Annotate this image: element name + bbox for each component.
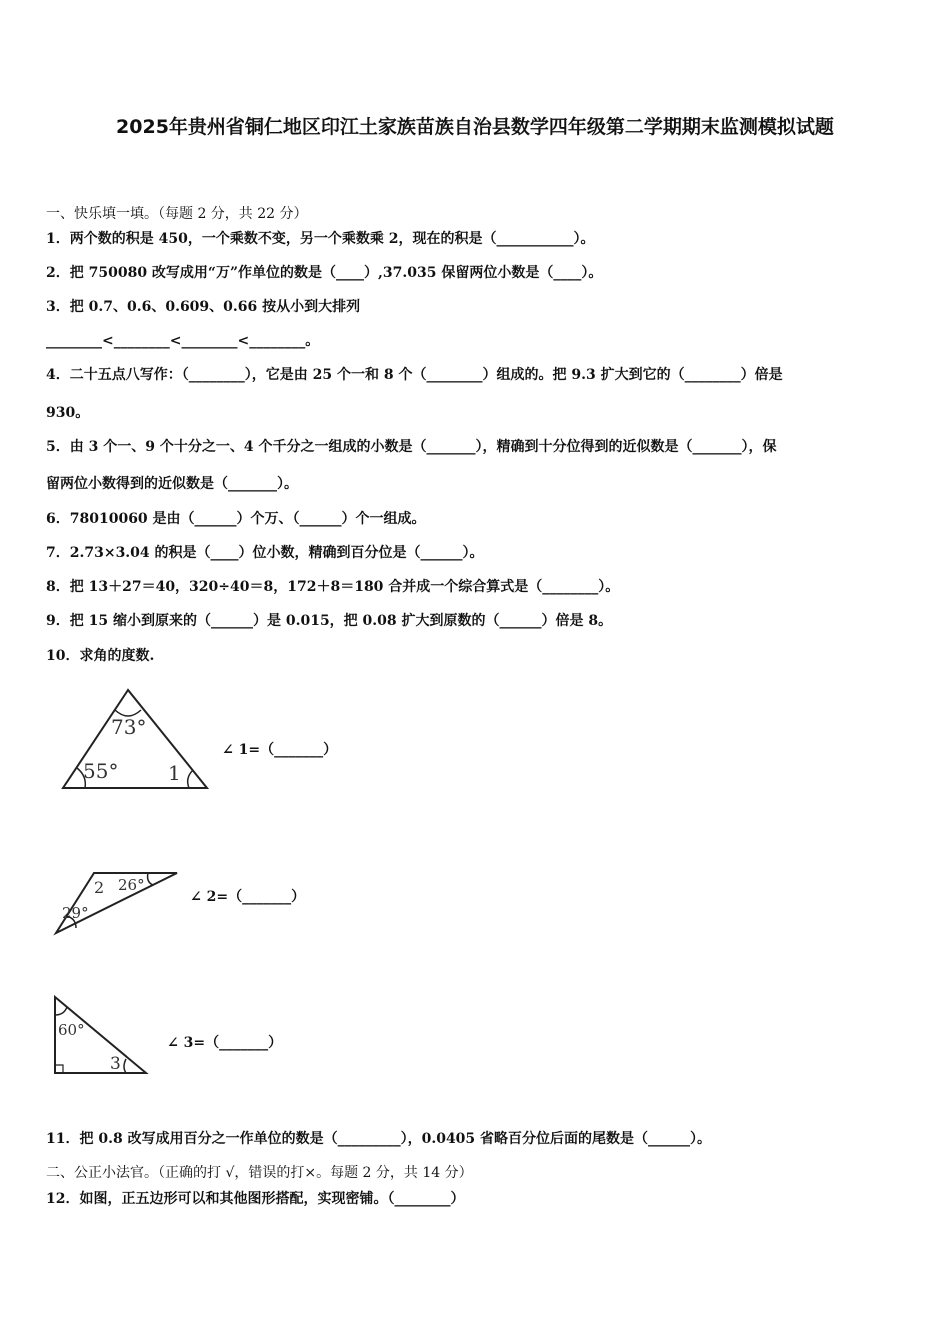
page-title: 2025年贵州省铜仁地区印江土家族苗族自治县数学四年级第二学期期末监测模拟试题 [116, 116, 834, 138]
question-4-continued: 930。 [46, 405, 90, 421]
question-1: 1．两个数的积是 450，一个乘数不变，另一个乘数乘 2，现在的积是（___________）。 [46, 231, 595, 247]
question-2: 2．把 750080 改写成用“万”作单位的数是（____）,37.035 保留两位小数是（____）。 [46, 265, 603, 281]
triangle-figure-3 [50, 993, 154, 1077]
angle-label-55: 55° [83, 759, 119, 783]
angle-label-26: 26° [118, 876, 145, 894]
angle-label-2: 2 [94, 878, 105, 897]
question-5-continued: 留两位小数得到的近似数是（_______）。 [46, 476, 298, 492]
angle-label-73: 73° [111, 715, 147, 739]
angle-label-1: 1 [168, 761, 181, 785]
angle-label-60: 60° [58, 1021, 85, 1039]
section-heading-1: 一、快乐填一填。（每题 2 分，共 22 分） [46, 206, 308, 222]
question-8: 8．把 13＋27＝40，320÷40＝8，172＋8＝180 合并成一个综合算式是（________）。 [46, 579, 620, 595]
angle-label-29: 29° [62, 904, 89, 922]
answer-angle-2: ∠ 2=（_______） [190, 889, 306, 905]
section-heading-2: 二、公正小法官。（正确的打 √，错误的打×。每题 2 分，共 14 分） [46, 1165, 473, 1181]
question-6: 6．78010060 是由（______）个万、（______）个一组成。 [46, 511, 426, 527]
question-10: 10．求角的度数. [46, 648, 155, 664]
question-4: 4．二十五点八写作：（________），它是由 25 个一和 8 个（________）组成的。把 9.3 扩大到它的（________）倍是 [46, 367, 783, 383]
triangle-figure-2 [52, 866, 180, 940]
answer-angle-3: ∠ 3=（_______） [167, 1035, 283, 1051]
question-12: 12．如图，正五边形可以和其他图形搭配，实现密铺。（________） [46, 1191, 465, 1207]
answer-angle-1: ∠ 1=（_______） [222, 742, 338, 758]
question-3: 3．把 0.7、0.6、0.609、0.66 按从小到大排列 [46, 299, 361, 315]
triangle-figure-1 [55, 684, 215, 794]
angle-label-3: 3 [110, 1054, 121, 1074]
question-7: 7．2.73×3.04 的积是（____）位小数，精确到百分位是（______）。 [46, 545, 484, 561]
question-9: 9．把 15 缩小到原来的（______）是 0.015，把 0.08 扩大到原数的（______）倍是 8。 [46, 613, 613, 629]
question-3-blanks: ________<________<________<________。 [46, 333, 320, 349]
question-5: 5．由 3 个一、9 个十分之一、4 个千分之一组成的小数是（_______），精确到十分位得到的近似数是（_______），保 [46, 439, 777, 455]
question-11: 11．把 0.8 改写成用百分之一作单位的数是（_________），0.0405 省略百分位后面的尾数是（______）。 [46, 1131, 712, 1147]
